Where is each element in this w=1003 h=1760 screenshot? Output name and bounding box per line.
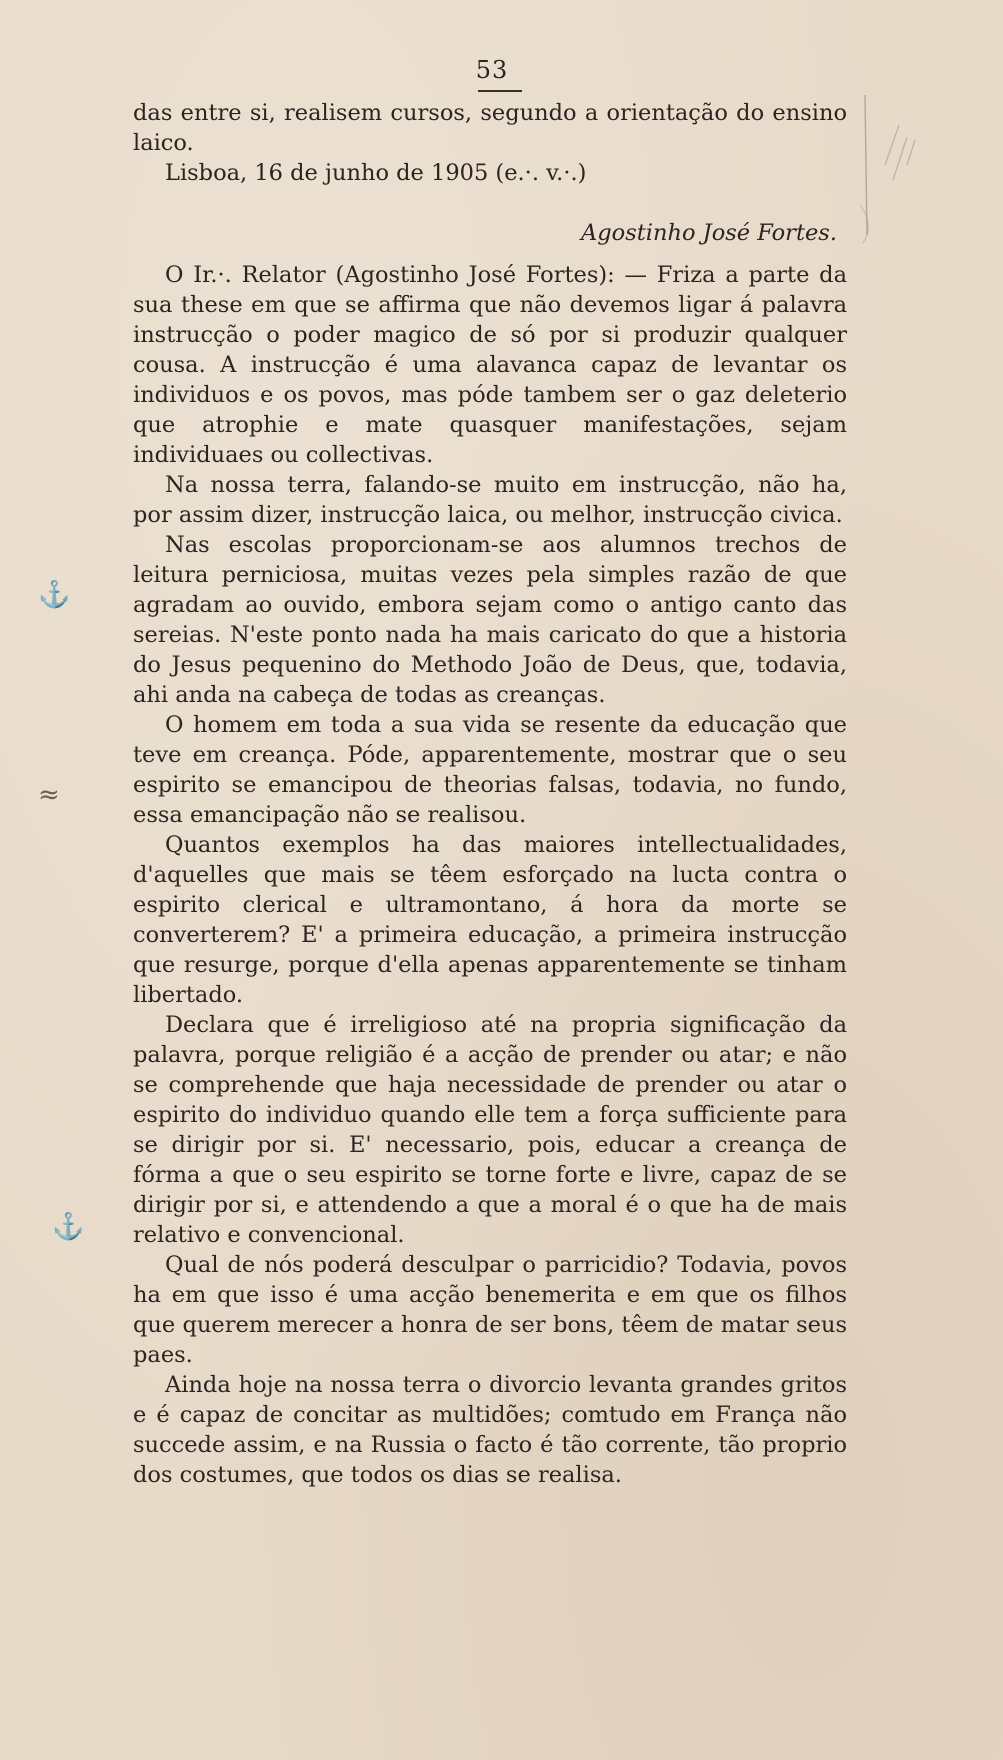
paragraph-continuation: das entre si, realisem cursos, segundo a orientação do ensino laico. — [133, 100, 847, 156]
paragraph: Na nossa terra, falando-se muito em instrucção, não ha, por assim dizer, instrucção laica, ou melhor, instrucção civica. — [133, 472, 847, 528]
paragraph: Nas escolas proporcionam-se aos alumnos trechos de leitura perniciosa, muitas vezes pela simples razão de que agradam ao ouvido, embora sejam como o antigo canto das sereias. N'este ponto nada ha mais caricato do que a historia do Jesus pequenino do Methodo João de Deus, que, todavia, ahi anda na cabeça de todas as creanças. — [133, 532, 847, 708]
paragraph: Quantos exemplos ha das maiores intellectualidades, d'aquelles que mais se têem esforçado na lucta contra o espirito clerical e ultramontano, á hora da morte se converterem? E' a primeira educação, a primeira instrucção que resurge, porque d'ella apenas apparentemente se tinham libertado. — [133, 832, 847, 1008]
paragraph: Ainda hoje na nossa terra o divorcio levanta grandes gritos e é capaz de concitar as multidões; comtudo em França não succede assim, e na Russia o facto é tão corrente, tão proprio dos costumes, que todos os dias se realisa. — [133, 1372, 847, 1488]
margin-mark-2: ≈ — [38, 780, 60, 810]
signature-author: Agostinho José Fortes. — [581, 220, 837, 246]
place-date-line: Lisboa, 16 de junho de 1905 (e.·. v.·.) — [165, 160, 587, 186]
paragraph: O homem em toda a sua vida se resente da educação que teve em creança. Póde, apparentemente, mostrar que o seu espirito se emancipou de theorias falsas, todavia, no fundo, essa emancipação não se realisou. — [133, 712, 847, 828]
margin-mark-1: ⚓ — [38, 580, 71, 610]
paragraph: Qual de nós poderá desculpar o parricidio? Todavia, povos ha em que isso é uma acção benemerita e em que os filhos que querem merecer a honra de ser bons, têem de matar seus paes. — [133, 1252, 847, 1368]
paragraph: Declara que é irreligioso até na propria significação da palavra, porque religião é a acção de prender ou atar; e não se comprehende que haja necessidade de prender ou atar o espirito do individuo quando elle tem a força sufficiente para se dirigir por si. E' necessario, pois, educar a creança de fórma a que o seu espirito se torne forte e livre, capaz de se dirigir por si, e attendendo a que a moral é o que ha de mais relativo e convencional. — [133, 1012, 847, 1248]
page-number-rule — [478, 90, 522, 92]
margin-mark-3: ⚓ — [52, 1212, 85, 1242]
paragraph: O Ir.·. Relator (Agostinho José Fortes): — Friza a parte da sua these em que se affirma que não devemos ligar á palavra instrucção o poder magico de só por si produzir qualquer cousa. A instrucção é uma alavanca capaz de levantar os individuos e os povos, mas póde tambem ser o gaz deleterio que atrophie e mate quasquer manifestações, sejam individuaes ou collectivas. — [133, 262, 847, 468]
pencil-marks — [855, 85, 945, 245]
page-number: 53 — [475, 56, 509, 84]
body-text — [133, 98, 847, 1490]
